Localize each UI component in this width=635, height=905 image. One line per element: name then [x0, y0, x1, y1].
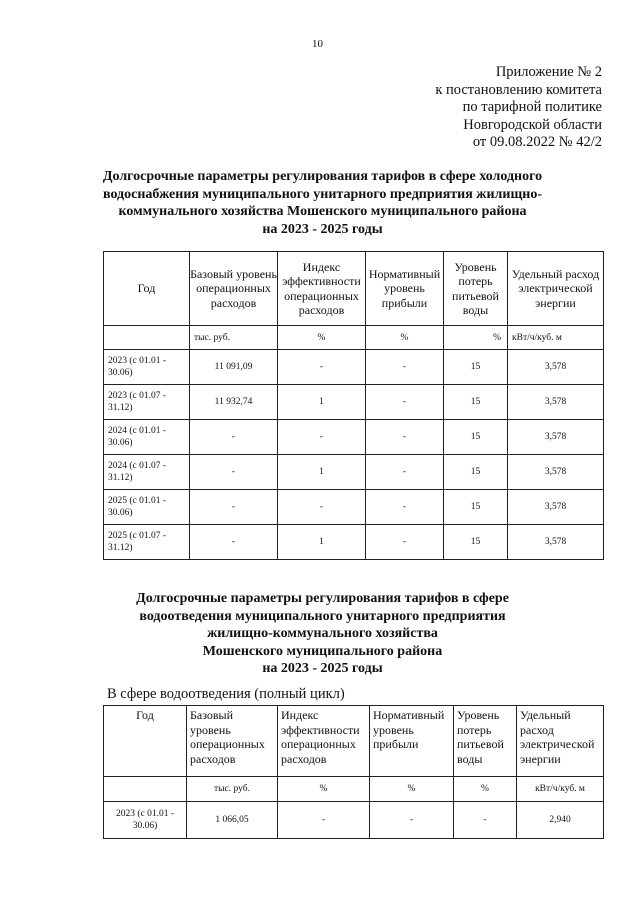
wastewater-table: [103, 705, 604, 839]
table2-header-row: [104, 706, 604, 777]
table-row: [104, 420, 604, 455]
title1-line-2: водоснабжения муниципального унитарного предприятия жилищно-: [103, 186, 542, 202]
cold-water-table: [103, 251, 604, 560]
units-energy: кВт/ч/куб. м: [508, 326, 604, 350]
header-profit-level: Нормативный уровень прибыли: [366, 252, 444, 326]
header-water-losses: Уровень потерь питьевой воды: [454, 706, 517, 777]
row-profit: -: [366, 490, 444, 525]
row-index: 1: [278, 525, 366, 560]
row-profit: -: [366, 525, 444, 560]
row-energy: 3,578: [508, 385, 604, 420]
row-base: -: [190, 420, 278, 455]
units-index: %: [278, 777, 370, 802]
units-base: тыс. руб.: [190, 326, 278, 350]
header-energy-consumption: Удельный расход электрической энергии: [517, 706, 604, 777]
row-period: 2024 (с 01.01 - 30.06): [104, 420, 190, 455]
row-profit: -: [370, 802, 454, 839]
table-row: [104, 525, 604, 560]
units-year: [104, 777, 187, 802]
header-year: Год: [104, 252, 190, 326]
header-profit-level: Нормативный уровень прибыли: [370, 706, 454, 777]
row-base: 1 066,05: [187, 802, 278, 839]
row-losses: -: [454, 802, 517, 839]
row-base: 11 091,09: [190, 350, 278, 385]
header-efficiency-index: Индекс эффективности операционных расходов: [278, 252, 366, 326]
row-period: 2023 (с 01.07 - 31.12): [104, 385, 190, 420]
appendix-line-2: к постановлению комитета: [435, 81, 602, 98]
row-period: 2024 (с 01.07 - 31.12): [104, 455, 190, 490]
row-energy: 3,578: [508, 350, 604, 385]
title1-line-3: коммунального хозяйства Мошенского муниципального района: [118, 204, 527, 219]
table-row: [104, 385, 604, 420]
table-row: [104, 802, 604, 839]
row-profit: -: [366, 455, 444, 490]
header-energy-consumption: Удельный расход электрической энергии: [508, 252, 604, 326]
row-index: -: [278, 350, 366, 385]
row-losses: 15: [444, 525, 508, 560]
table2-units-row: [104, 777, 604, 802]
wastewater-subtitle: В сфере водоотведения (полный цикл): [107, 686, 345, 702]
row-index: 1: [278, 455, 366, 490]
row-energy: 2,940: [517, 802, 604, 839]
title1-line-1: Долгосрочные параметры регулирования тарифов в сфере холодного: [102, 169, 543, 184]
header-efficiency-index: Индекс эффективности операционных расходов: [278, 706, 370, 777]
row-index: -: [278, 802, 370, 839]
header-water-losses: Уровень потерь питьевой воды: [444, 252, 508, 326]
appendix-line-3: по тарифной политике: [462, 99, 602, 115]
row-energy: 3,578: [508, 420, 604, 455]
row-base: -: [190, 490, 278, 525]
row-base: -: [190, 455, 278, 490]
wastewater-title: [60, 590, 585, 678]
units-base: тыс. руб.: [187, 777, 278, 802]
title2-line-1: Долгосрочные параметры регулирования тарифов в сфере: [136, 591, 509, 606]
header-base-costs: Базовый уровень операционных расходов: [187, 706, 278, 777]
row-losses: 15: [444, 350, 508, 385]
table-row: [104, 490, 604, 525]
title2-line-5: на 2023 - 2025 годы: [262, 661, 383, 676]
title2-line-2: водоотведения муниципального унитарного предприятия: [139, 608, 506, 624]
header-base-costs: Базовый уровень операционных расходов: [190, 252, 278, 326]
appendix-line-4: Новгородской области: [463, 116, 602, 133]
row-period: 2023 (с 01.01 - 30.06): [104, 350, 190, 385]
row-period: 2025 (с 01.07 - 31.12): [104, 525, 190, 560]
row-index: -: [278, 490, 366, 525]
cold-water-title: [60, 168, 585, 238]
row-base: 11 932,74: [190, 385, 278, 420]
appendix-block: [435, 64, 602, 152]
title2-line-4: Мошенского муниципального района: [202, 643, 443, 659]
title1-line-4: на 2023 - 2025 годы: [262, 221, 383, 237]
row-period: 2023 (с 01.01 - 30.06): [104, 802, 187, 839]
table1-header-row: [104, 252, 604, 326]
page-number: 10: [312, 38, 323, 50]
row-losses: 15: [444, 455, 508, 490]
table-row: [104, 350, 604, 385]
units-year: [104, 326, 190, 350]
units-losses: %: [454, 777, 517, 802]
row-energy: 3,578: [508, 490, 604, 525]
appendix-line-1: Приложение № 2: [495, 64, 602, 80]
row-losses: 15: [444, 385, 508, 420]
appendix-line-5: от 09.08.2022 № 42/2: [472, 134, 602, 150]
row-period: 2025 (с 01.01 - 30.06): [104, 490, 190, 525]
row-profit: -: [366, 385, 444, 420]
row-profit: -: [366, 350, 444, 385]
units-index: %: [278, 326, 366, 350]
row-profit: -: [366, 420, 444, 455]
header-year: Год: [104, 706, 187, 777]
units-profit: %: [370, 777, 454, 802]
row-index: -: [278, 420, 366, 455]
row-index: 1: [278, 385, 366, 420]
row-losses: 15: [444, 490, 508, 525]
units-profit: %: [366, 326, 444, 350]
row-losses: 15: [444, 420, 508, 455]
row-energy: 3,578: [508, 525, 604, 560]
row-base: -: [190, 525, 278, 560]
table-row: [104, 455, 604, 490]
row-energy: 3,578: [508, 455, 604, 490]
title2-line-3: жилищно-коммунального хозяйства: [207, 626, 438, 641]
units-energy: кВт/ч/куб. м: [517, 777, 604, 802]
units-losses: %: [444, 326, 508, 350]
table1-units-row: [104, 326, 604, 350]
